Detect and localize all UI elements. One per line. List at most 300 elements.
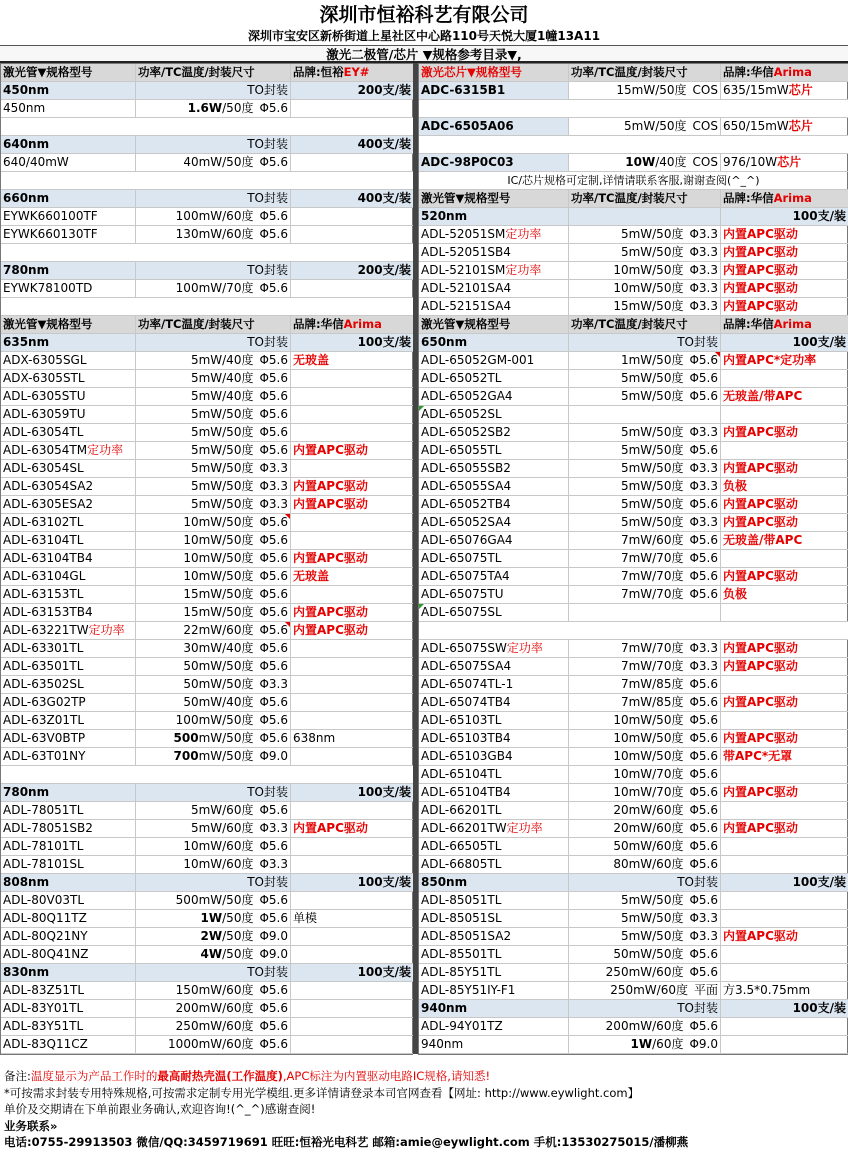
power-value: 500 [173,731,199,745]
table-row-model [419,604,569,622]
table-row-spec [569,694,721,712]
power-value: 5mW [620,425,653,439]
package-size: Φ5.6 [259,839,288,853]
model-name: ADL-52151SA4 [421,299,512,313]
model-name: ADL-63054TM [3,443,88,457]
power-value: 10mW [183,551,223,565]
column-header-brand [291,64,414,82]
temperature-value: /50度 [652,389,684,403]
power-value: 15mW [616,83,656,97]
table-row-model [1,604,136,622]
package-size: Φ3.3 [689,641,718,655]
table-row-model [1,658,136,676]
table-row-spec [136,460,291,478]
table-row-model [419,388,569,406]
package-size: Φ3.3 [689,425,718,439]
table-row-note [291,892,414,910]
model-name: ADL-85051SA2 [421,929,512,943]
power-value: 250mW [605,965,653,979]
table-row-note [291,586,414,604]
temperature-value: /50度 [222,911,254,925]
table-row-model [1,226,136,244]
model-name: ADL-83Q11CZ [3,1037,88,1051]
table-row-model [1,586,136,604]
table-row-spec [136,100,291,118]
table-row-note [721,406,848,424]
package-size: Φ5.6 [259,695,288,709]
table-row-note [721,460,848,478]
package-size: COS [692,119,718,133]
package-size: Φ3.3 [689,263,718,277]
model-name: ADL-65055TL [421,443,502,457]
table-row-spec [569,712,721,730]
package-size: Φ3.3 [689,479,718,493]
table-row-note [721,640,848,658]
temperature-value: /60度 [652,1037,684,1051]
model-name: ADC-6315B1 [421,83,506,97]
temperature-value: /50度 [652,749,684,763]
table-row-note [721,298,848,316]
temperature-value: /50度 [222,497,254,511]
apc-note: 负极 [723,587,748,601]
package-size: 平面 [693,983,718,997]
table-row-spec [136,676,291,694]
temperature-value: /60度 [222,1037,254,1051]
section-pack-qty: 100支/装 [291,334,414,352]
brand-name: Arima [343,317,382,331]
company-title: 深圳市恒裕科艺有限公司 [319,4,529,26]
temperature-value: /50度 [655,119,687,133]
power-value: 7mW [620,659,653,673]
table-row-note [721,388,848,406]
model-name: ADL-65075SA4 [421,659,512,673]
temperature-value: /60度 [222,857,254,871]
package-size: Φ3.3 [689,515,718,529]
package-size: Φ5.6 [689,839,718,853]
apc-note: 内置APC驱动 [293,551,368,565]
apc-note: 内置APC驱动 [723,569,798,583]
model-name: ADL-63054SL [3,461,84,475]
table-row-spec [569,460,721,478]
package-size: Φ5.6 [259,425,288,439]
table-row-model [419,460,569,478]
package-size: Φ5.6 [689,893,718,907]
model-name: ADL-65076GA4 [421,533,513,547]
temperature-value: /60度 [222,803,254,817]
temperature-value: /50度 [652,893,684,907]
table-row-spec [569,820,721,838]
table-row-model [419,766,569,784]
table-row-spec [136,820,291,838]
blank-row [1,172,414,190]
temperature-value: /40度 [655,155,687,169]
temperature-value: /50度 [652,299,684,313]
apc-note: 内置APC驱动 [293,497,368,511]
power-value: 5mW [620,371,653,385]
table-row-spec [136,424,291,442]
table-row-note [291,514,414,532]
apc-note: 内置APC驱动 [723,785,798,799]
table-row-model [419,280,569,298]
table-row-note [721,946,848,964]
temperature-value: /50度 [652,245,684,259]
temperature-value: /60度 [652,839,684,853]
package-size: Φ9.0 [259,749,288,763]
column-header-power: 功率/TC温度/封装尺寸 [136,316,291,334]
section-pack-qty: 100支/装 [291,964,414,982]
column-header-power: 功率/TC温度/封装尺寸 [569,64,721,82]
model-name: ADL-85501TL [421,947,502,961]
power-value: 10mW [613,263,653,277]
model-name: ADL-63501TL [3,659,84,673]
model-name: ADL-80Q21NY [3,929,88,943]
table-row-spec [569,748,721,766]
footer-contact-line: 电话:0755-29913503 微信/QQ:3459719691 旺旺:恒裕光电科艺 邮箱:amie@eywlight.com 手机:13530275015/潘柳燕 [4,1135,689,1149]
temperature-value: /50度 [652,443,684,457]
table-row-note [291,748,414,766]
temperature-value: /70度 [652,785,684,799]
brand-label: 品牌:华信 [723,65,774,79]
temperature-value: /60度 [222,983,254,997]
power-value: 250mW [175,1019,223,1033]
table-row-model [1,982,136,1000]
section-wavelength: 650nm [419,334,569,352]
section-pack-qty: 200支/装 [291,82,414,100]
chip-label: 芯片 [788,83,813,97]
table-row-model [1,478,136,496]
package-size: Φ5.6 [689,371,718,385]
table-row-note [291,442,414,460]
table-row-spec [136,352,291,370]
table-row-note [721,496,848,514]
model-name: ADX-6305SGL [3,353,87,367]
table-row-spec [136,1018,291,1036]
table-row-spec [569,676,721,694]
table-row-note [291,910,414,928]
table-row-spec [569,766,721,784]
package-size: Φ5.6 [259,209,288,223]
temperature-value: /70度 [652,659,684,673]
table-row-model [419,532,569,550]
table-row-spec [569,478,721,496]
brand-name: EY# [343,65,370,79]
table-row-note [721,694,848,712]
table-row-spec [136,370,291,388]
temperature-value: /70度 [652,587,684,601]
package-size: Φ5.6 [259,443,288,457]
package-size: Φ3.3 [259,497,288,511]
package-size: Φ3.3 [259,821,288,835]
model-name: ADL-65103TB4 [421,731,511,745]
model-name: ADL-63G02TP [3,695,86,709]
temperature-value: /60度 [656,983,688,997]
table-row-note [721,262,848,280]
chip-spec: 650/15mW [723,119,789,133]
table-row-model [1,928,136,946]
package-size: Φ5.6 [259,155,288,169]
power-value: 1W [630,1037,653,1051]
model-name: ADL-65055SB2 [421,461,511,475]
table-row-model [419,352,569,370]
power-value: 4W [200,947,223,961]
table-row-note [291,802,414,820]
model-name: ADL-78051SB2 [3,821,93,835]
column-header-model: 激光管▼规格型号 [1,316,136,334]
table-row-spec [136,640,291,658]
power-value: 5mW [190,371,223,385]
section-wavelength: 635nm [1,334,136,352]
table-row-model [1,748,136,766]
package-size: Φ5.6 [259,641,288,655]
footer-contact-heading: 业务联系» [4,1118,58,1133]
table-row-model [1,622,136,640]
package-size: Φ5.6 [689,803,718,817]
model-mode: 定功率 [87,443,124,457]
temperature-value: /40度 [222,641,254,655]
table-row-spec [136,892,291,910]
temperature-value: /70度 [652,569,684,583]
temperature-value: /70度 [652,641,684,655]
left-product-table [0,63,413,1055]
footer-remark: 备注:温度显示为产品工作时的最高耐热壳温(工作温度),APC标注为内置驱动电路IC规格,请知悉! [4,1069,491,1083]
table-row-model [1,208,136,226]
section-package: TO封装 [569,1000,721,1018]
model-name: 940nm [421,1037,464,1051]
temperature-value: /50度 [222,407,254,421]
package-size: Φ3.3 [259,479,288,493]
package-size: Φ3.3 [689,281,718,295]
table-row-model [1,640,136,658]
right-product-table [418,63,848,1055]
model-name: ADL-65052SB2 [421,425,511,439]
power-value: 20mW [613,821,653,835]
package-size: Φ5.6 [689,533,718,547]
power-value: 5mW [190,803,223,817]
model-name: ADL-63104TL [3,533,84,547]
power-value: 5mW [620,497,653,511]
model-mode: 定功率 [88,623,125,637]
model-name: ADL-63502SL [3,677,84,691]
model-name: ADL-85Y51TL [421,965,502,979]
temperature-value: /50度 [652,731,684,745]
brand-name: Arima [773,65,812,79]
table-row-note [721,730,848,748]
temperature-value: /60度 [222,821,254,835]
package-size: Φ5.6 [259,281,288,295]
table-row-note [721,118,848,136]
table-row-spec [569,1018,721,1036]
temperature-value: /40度 [222,695,254,709]
power-value: 5mW [190,479,223,493]
package-size: Φ9.0 [259,947,288,961]
temperature-value: /70度 [222,281,254,295]
table-row-model [419,730,569,748]
temperature-value: /50度 [222,479,254,493]
package-size: Φ5.6 [259,1019,288,1033]
power-value: 5mW [190,497,223,511]
section-package: TO封装 [136,964,291,982]
blank-row [419,100,848,118]
table-row-spec [136,442,291,460]
package-size: Φ5.6 [259,515,288,529]
table-row-note [291,154,414,172]
table-row-model [1,1000,136,1018]
temperature-value: /50度 [222,425,254,439]
apc-note: 内置APC驱动 [723,425,798,439]
table-row-model [419,712,569,730]
model-name: ADL-63Z01TL [3,713,85,727]
apc-note: 内置APC驱动 [723,929,798,943]
table-row-spec [569,946,721,964]
package-size: Φ5.6 [259,983,288,997]
temperature-value: /60度 [222,1019,254,1033]
table-row-spec [569,154,721,172]
temperature-value: /60度 [222,227,254,241]
blank-row [1,118,414,136]
model-name: ADL-63221TW [3,623,89,637]
temperature-value: /70度 [652,767,684,781]
power-value: 7mW [620,695,653,709]
table-row-note [291,982,414,1000]
table-row-note [291,640,414,658]
section-pack-qty: 400支/装 [291,190,414,208]
brand-label: 品牌:华信 [723,191,774,205]
power-value: 5mW [190,353,223,367]
power-value: 5mW [190,425,223,439]
power-value: 5mW [190,821,223,835]
table-row-spec [136,532,291,550]
table-row-model [1,694,136,712]
table-row-model [419,802,569,820]
table-row-note [291,208,414,226]
model-name: ADL-65052SA4 [421,515,512,529]
package-size: Φ5.6 [259,533,288,547]
table-row-model [419,784,569,802]
model-name: ADL-65055SA4 [421,479,512,493]
package-size: Φ5.6 [259,353,288,367]
table-row-note [721,280,848,298]
table-row-spec [136,568,291,586]
chip-label: 芯片 [788,119,813,133]
temperature-value: /40度 [222,353,254,367]
table-row-spec [136,946,291,964]
model-name: 450nm [3,101,46,115]
table-row-note [291,388,414,406]
power-value: 7mW [620,587,653,601]
package-size: Φ5.6 [259,407,288,421]
table-row-model [1,676,136,694]
model-mode: 定功率 [505,227,542,241]
blank-row [1,298,414,316]
power-value: 130mW [175,227,223,241]
temperature-value: /50度 [652,947,684,961]
apc-note: 内置APC驱动 [723,227,798,241]
section-pack-qty: 100支/装 [721,1000,848,1018]
table-row-note [721,424,848,442]
model-name: ADL-65075TU [421,587,504,601]
table-row-note [721,514,848,532]
table-row-model [1,370,136,388]
table-row-note [291,406,414,424]
table-row-spec [136,694,291,712]
table-row-spec [569,730,721,748]
extra-note: 单模 [293,911,318,925]
table-row-model [419,640,569,658]
package-size: Φ5.6 [689,767,718,781]
table-row-spec [136,388,291,406]
model-name: ADL-6305ESA2 [3,497,94,511]
table-row-note [721,802,848,820]
table-row-note [721,352,848,370]
power-value: 5mW [620,911,653,925]
column-header-power: 功率/TC温度/封装尺寸 [569,190,721,208]
package-size: Φ5.6 [259,731,288,745]
table-row-spec [569,298,721,316]
section-package: TO封装 [136,874,291,892]
table-row-spec [136,712,291,730]
apc-note: 无玻盖/带APC [723,389,803,403]
table-row-spec [136,406,291,424]
section-wavelength: 780nm [1,262,136,280]
power-value: 50mW [613,947,653,961]
table-row-note [291,370,414,388]
package-size: Φ5.6 [689,551,718,565]
apc-note: 内置APC驱动 [293,623,368,637]
table-row-model [1,550,136,568]
table-row-model [419,244,569,262]
package-size: Φ5.6 [689,821,718,835]
table-row-spec [569,964,721,982]
power-value: 10mW [613,281,653,295]
blank-row [419,136,848,154]
table-row-note [291,460,414,478]
section-pack-qty: 100支/装 [721,874,848,892]
table-row-model [419,694,569,712]
power-value: 7mW [620,677,653,691]
table-row-model [419,424,569,442]
column-header-model: 激光管▼规格型号 [1,64,136,82]
table-row-spec [569,388,721,406]
package-size: Φ3.3 [689,911,718,925]
table-row-model [419,910,569,928]
column-header-model: 激光管▼规格型号 [419,190,569,208]
package-size: Φ5.6 [259,227,288,241]
package-size: Φ5.6 [259,893,288,907]
model-name: ADL-65075TL [421,551,502,565]
table-row-note [721,82,848,100]
table-row-spec [136,1000,291,1018]
temperature-value: /50度 [222,659,254,673]
model-name: ADL-65103GB4 [421,749,513,763]
table-row-model [419,82,569,100]
model-name: ADC-98P0C03 [421,155,514,169]
package-size: Φ5.6 [689,389,718,403]
temperature-value: /50度 [652,929,684,943]
temperature-value: /50度 [222,515,254,529]
table-row-note [291,568,414,586]
model-name: ADL-85051SL [421,911,502,925]
table-row-spec [569,550,721,568]
table-row-note [721,982,848,1000]
power-value: 50mW [613,839,653,853]
catalog-title: 激光二极管/芯片 ▼规格参考目录▼, [0,45,848,63]
section-wavelength: 808nm [1,874,136,892]
apc-note: 内置APC驱动 [723,497,798,511]
temperature-value: /50度 [222,947,254,961]
model-name: EYWK660100TF [3,209,98,223]
table-row-spec [569,604,721,622]
table-row-model [1,442,136,460]
